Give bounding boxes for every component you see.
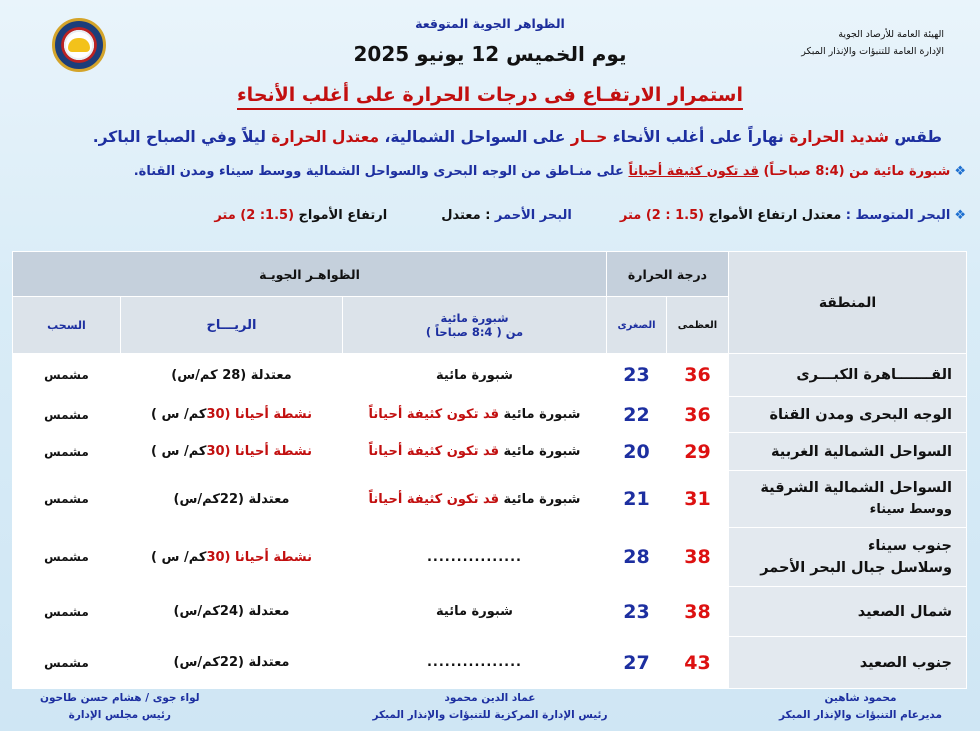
wind-header: الريـــاح — [121, 297, 343, 354]
wind-text: معتدلة (28 كم/س) — [171, 367, 292, 383]
cloud-cell: مشمس — [13, 587, 121, 637]
summary-part: طقس — [888, 128, 942, 146]
max-temp-cell: 29 — [667, 433, 729, 471]
fog-dense-text: قد تكون كثيفة أحياناً — [368, 491, 500, 507]
forecast-date: يوم الخميس 12 يونيو 2025 — [353, 42, 627, 66]
med-waves-label: ارتفاع الأمواج — [704, 208, 802, 223]
fog-cell — [343, 397, 607, 433]
fog-text: شبورة مائية — [436, 604, 513, 619]
cloud-cell: مشمس — [13, 637, 121, 689]
region-cell — [729, 354, 967, 397]
temperature-header: درجة الحرارة — [607, 252, 729, 297]
org-line-2: الإدارة العامة للتنبؤات والإنذار المبكر — [801, 46, 944, 57]
region-cell — [729, 587, 967, 637]
fog-dense-text: قد تكون كثيفة أحياناً — [368, 407, 500, 422]
signature-title: مديرعام التنبؤات والإنذار المبكر — [778, 709, 942, 721]
wind-speed: 30 — [206, 444, 225, 459]
max-temp-cell: 36 — [667, 397, 729, 433]
cloud-cell: مشمس — [13, 354, 121, 397]
wind-cell — [121, 528, 343, 587]
region-name: جنوب الصعيد — [859, 654, 952, 671]
fog-header — [343, 297, 607, 354]
wind-cell — [121, 354, 343, 397]
wind-cell — [121, 637, 343, 689]
fog-text: شبورة مائية — [436, 367, 513, 383]
med-sea-label: البحر المتوسط : — [841, 208, 951, 223]
wind-speed: 30 — [206, 549, 225, 565]
wind-cell — [121, 397, 343, 433]
region-name-line-2: وسلاسل جبال البحر الأحمر — [760, 560, 952, 576]
red-sea-state: : معتدل — [441, 208, 495, 223]
summary-part: على السواحل الشمالية، — [379, 128, 571, 146]
fog-text: ................ — [426, 655, 522, 670]
wind-text: نشطة أحيانا ( — [224, 444, 312, 459]
fog-text: شبورة مائية — [499, 491, 581, 507]
min-temp-cell: 20 — [607, 433, 667, 471]
table-row — [13, 471, 967, 528]
wind-unit: كم/ س ) — [151, 444, 207, 459]
fog-header-line: شبورة مائية — [440, 311, 509, 325]
diamond-bullet-icon: ❖ — [954, 164, 966, 179]
region-cell — [729, 397, 967, 433]
table-row — [13, 433, 967, 471]
phenomena-header: الظواهـر الجويـة — [13, 252, 607, 297]
region-cell — [729, 637, 967, 689]
med-waves-value: (1.5 : 2) متر — [619, 208, 705, 223]
table-row — [13, 397, 967, 433]
med-sea-state: معتدل — [801, 208, 842, 223]
fog-header-line: من ( 8:4 صباحاً ) — [425, 325, 524, 339]
signature-title: رئيس مجلس الإدارة — [68, 709, 171, 721]
fog-cell — [343, 354, 607, 397]
red-waves-value: (1.5: 2) متر — [214, 208, 295, 223]
wind-text: نشطة أحيانا ( — [224, 407, 312, 422]
fog-cell — [343, 637, 607, 689]
region-cell — [729, 471, 967, 528]
headline-text: استمرار الارتفـاع فى درجات الحرارة على أغلب الأنحاء — [237, 84, 743, 110]
sea-bullet — [214, 208, 966, 223]
min-temp-cell: 22 — [607, 397, 667, 433]
fog-text: شبورة مائية — [499, 444, 581, 459]
wind-cell — [121, 471, 343, 528]
summary-part-highlight: شديد الحرارة — [789, 128, 889, 146]
max-temp-cell: 36 — [667, 354, 729, 397]
wind-unit: كم/ س ) — [151, 407, 207, 422]
fog-regions: على منـاطق من الوجه البحرى والسواحل الشمالية ووسط سيناء ومدن القناة. — [133, 164, 629, 179]
red-waves-label: ارتفاع الأمواج — [294, 208, 388, 223]
fog-text: شبورة مائية — [499, 407, 581, 422]
red-sea-label: البحر الأحمر — [494, 208, 572, 223]
fog-cell — [343, 433, 607, 471]
min-temp-cell: 23 — [607, 587, 667, 637]
document-title: الظواهر الجوية المتوقعة — [415, 16, 565, 31]
fog-cell — [343, 471, 607, 528]
signature-name: عماد الدين محمود — [444, 692, 536, 704]
region-name-line-2: ووسط سيناء — [869, 502, 952, 517]
fog-cell — [343, 528, 607, 587]
wind-cell — [121, 587, 343, 637]
region-name: الوجه البحرى ومدن القناة — [769, 406, 952, 423]
wind-text: معتدلة (24كم/س) — [173, 604, 290, 619]
signature-title: رئيس الإدارة المركزية للتنبؤات والإنذار المبكر — [372, 709, 608, 721]
min-temp-cell: 28 — [607, 528, 667, 587]
table-row — [13, 637, 967, 689]
region-name: شمال الصعيد — [857, 603, 952, 620]
min-temp-cell: 23 — [607, 354, 667, 397]
cloud-cell: مشمس — [13, 528, 121, 587]
wind-text: معتدلة (22كم/س) — [173, 655, 290, 670]
fog-dense-note: قد تكون كثيفة أحياناً — [628, 164, 759, 179]
forecast-table — [12, 251, 967, 689]
region-header: المنطقة — [729, 252, 967, 354]
max-temp-header: العظمى — [667, 297, 729, 354]
region-name: السواحل الشمالية الغربية — [771, 443, 952, 460]
signature-central-director — [330, 690, 650, 724]
fog-text: ................ — [426, 549, 522, 565]
table-row — [13, 528, 967, 587]
region-cell — [729, 433, 967, 471]
wind-text: نشطة أحيانا ( — [224, 549, 312, 565]
summary-part: ليلاً وفي الصباح الباكر. — [92, 128, 272, 146]
summary-part-highlight: حــار — [570, 128, 608, 146]
cloud-cell: مشمس — [13, 397, 121, 433]
org-line-1: الهيئة العامة للأرصاد الجوية — [838, 29, 944, 40]
min-temp-cell: 27 — [607, 637, 667, 689]
headline — [0, 84, 980, 106]
wind-speed: 30 — [206, 407, 225, 422]
region-cell — [729, 528, 967, 587]
fog-time: شبورة مائية من (8:4 صباحـاً) — [758, 164, 951, 179]
wind-text: معتدلة (22كم/س) — [173, 491, 290, 507]
summary-part: نهاراً على أغلب الأنحاء — [607, 128, 790, 146]
signature-name: لواء جوى / هشام حسن طاحون — [40, 692, 200, 704]
max-temp-cell: 31 — [667, 471, 729, 528]
cloud-cell: مشمس — [13, 433, 121, 471]
max-temp-cell: 38 — [667, 528, 729, 587]
region-name: جنوب سيناء — [867, 538, 952, 554]
region-name: القـــــــاهرة الكبـــرى — [796, 367, 952, 383]
cloud-cell: مشمس — [13, 471, 121, 528]
min-temp-header: الصغرى — [607, 297, 667, 354]
fog-dense-text: قد تكون كثيفة أحياناً — [368, 444, 500, 459]
weather-summary — [93, 128, 942, 146]
summary-part-highlight: معتدل الحرارة — [271, 128, 380, 146]
fog-bullet — [134, 164, 966, 179]
table-row — [13, 587, 967, 637]
signature-name: محمود شاهين — [824, 692, 897, 704]
max-temp-cell: 38 — [667, 587, 729, 637]
max-temp-cell: 43 — [667, 637, 729, 689]
signature-forecast-director — [779, 690, 942, 724]
signature-board-chairman — [40, 690, 200, 724]
fog-cell — [343, 587, 607, 637]
wind-unit: كم/ س ) — [151, 549, 207, 565]
diamond-bullet-icon: ❖ — [954, 208, 966, 223]
wind-cell — [121, 433, 343, 471]
table-row — [13, 354, 967, 397]
cloud-header: السحب — [13, 297, 121, 354]
min-temp-cell: 21 — [607, 471, 667, 528]
region-name: السواحل الشمالية الشرقية — [760, 480, 952, 496]
